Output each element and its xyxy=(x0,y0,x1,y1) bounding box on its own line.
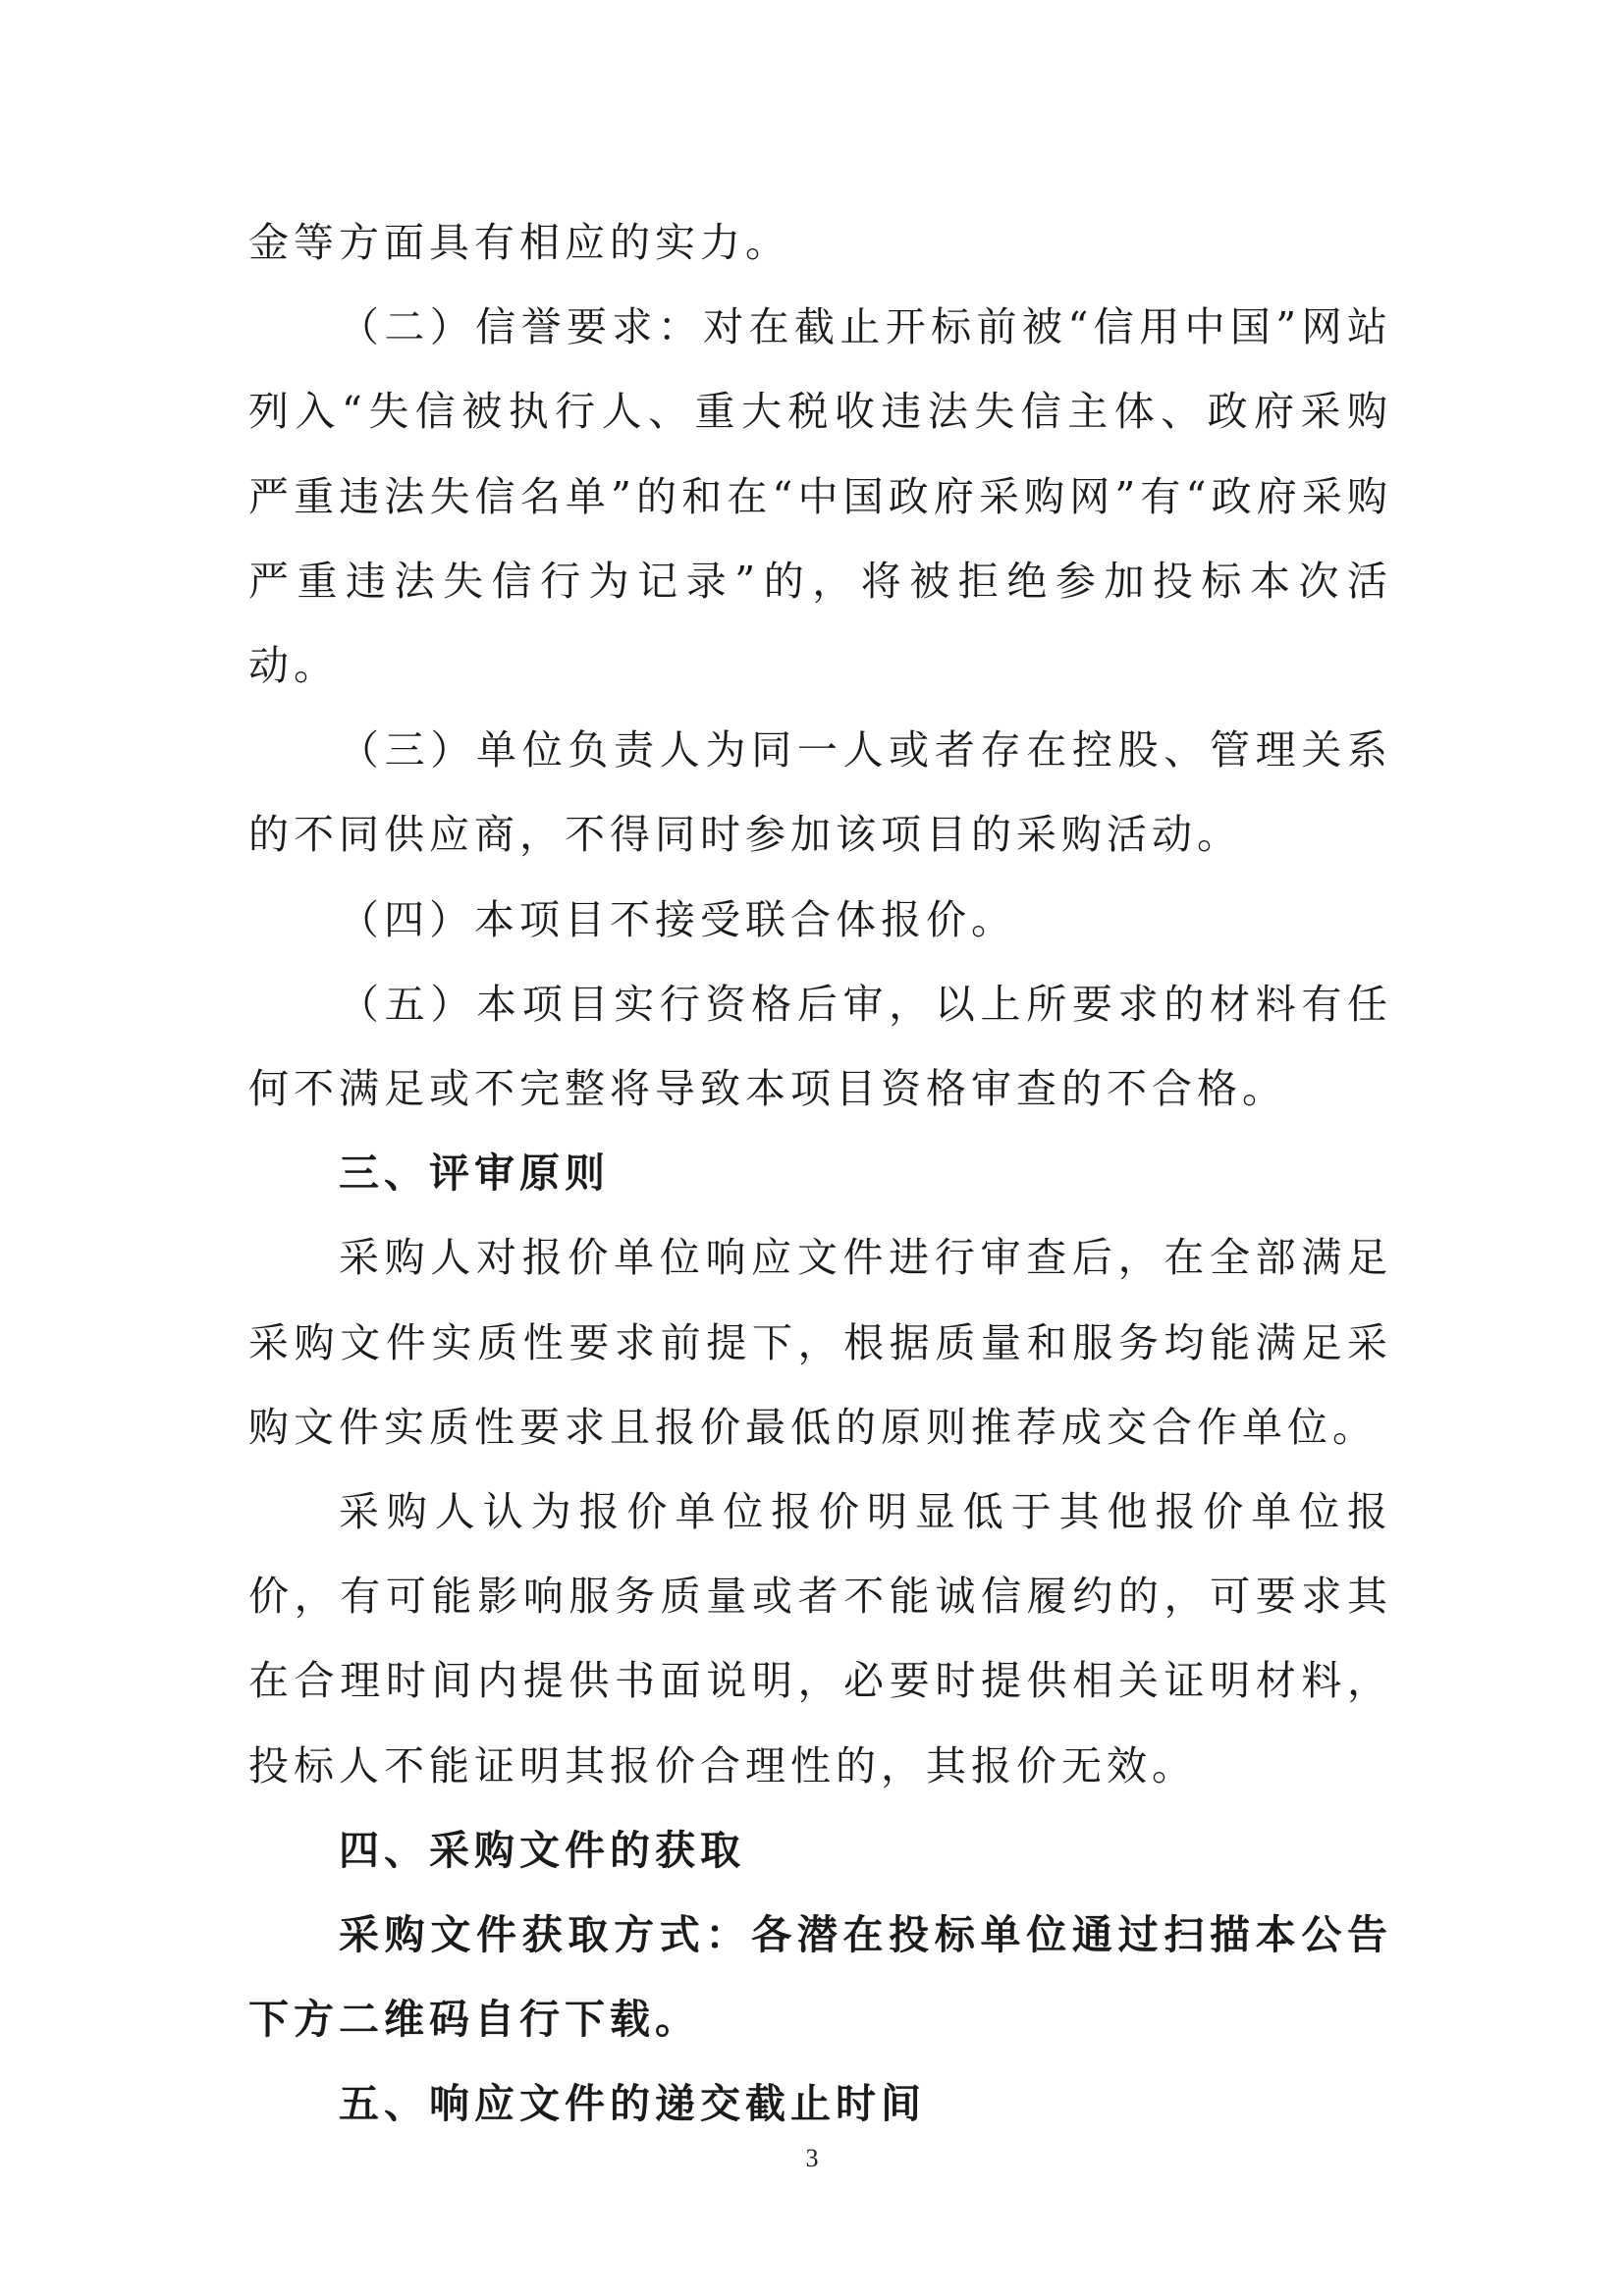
paragraph-post-qualification: （五）本项目实行资格后审，以上所要求的材料有任何不满足或不完整将导致本项目资格审查的不合格。 xyxy=(248,980,1392,1113)
section-heading-submission-deadline: 五、响应文件的递交截止时间 xyxy=(339,2080,926,2128)
paragraph-continuation: 金等方面具有相应的实力。 xyxy=(248,219,790,266)
paragraph-same-responsible-person: （三）单位负责人为同一人或者存在控股、管理关系的不同供应商，不得同时参加该项目的采购活动。 xyxy=(248,726,1392,859)
paragraph-credit-requirement: （二）信誉要求：对在截止开标前被“信用中国”网站列入“失信被执行人、重大税收违法失信主体、政府采购严重违法失信名单”的和在“中国政府采购网”有“政府采购严重违法失信行为记录”的，将被拒绝参加投标本次活动。 xyxy=(248,303,1392,690)
paragraph-no-consortium: （四）本项目不接受联合体报价。 xyxy=(339,895,1016,943)
document-body xyxy=(248,200,1392,2147)
section-heading-evaluation-principle: 三、评审原则 xyxy=(339,1149,610,1198)
paragraph-low-price-explanation: 采购人认为报价单位报价明显低于其他报价单位报价，有可能影响服务质量或者不能诚信履约的，可要求其在合理时间内提供书面说明，必要时提供相关证明材料，投标人不能证明其报价合理性的，其报价无效。 xyxy=(248,1488,1392,1789)
page-number: 3 xyxy=(805,2144,819,2172)
paragraph-evaluation-rule: 采购人对报价单位响应文件进行审查后，在全部满足采购文件实质性要求前提下，根据质量和服务均能满足采购文件实质性要求且报价最低的原则推荐成交合作单位。 xyxy=(248,1234,1392,1451)
paragraph-acquisition-method: 采购文件获取方式：各潜在投标单位通过扫描本公告下方二维码自行下载。 xyxy=(248,1911,1392,2044)
section-heading-document-acquisition: 四、采购文件的获取 xyxy=(339,1826,745,1874)
